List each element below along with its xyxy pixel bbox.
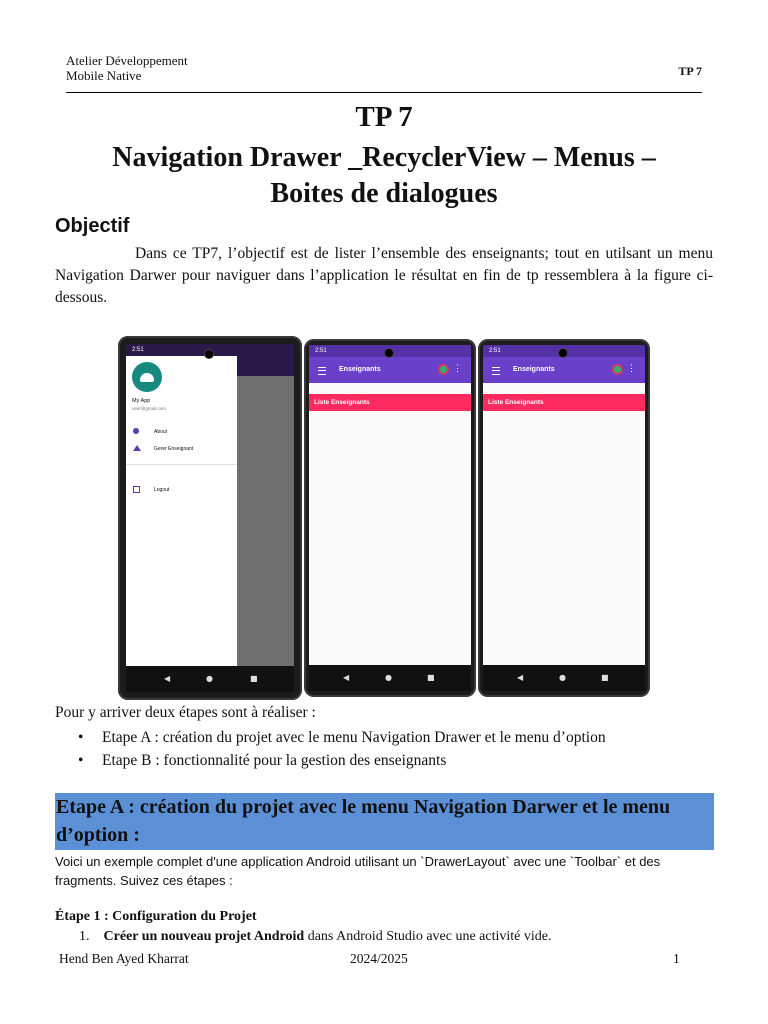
step-item-b: • Etape B : fonctionnalité pour la gestion des enseignants xyxy=(78,749,606,772)
page-title-line2: Navigation Drawer _RecyclerView – Menus – xyxy=(112,142,656,173)
logout-icon xyxy=(133,486,140,493)
avatar-icon[interactable] xyxy=(438,364,449,375)
toolbar xyxy=(483,357,645,383)
drawer-item-logout[interactable]: Logout xyxy=(154,487,170,493)
toolbar-title: Enseignants xyxy=(339,366,381,373)
nav-back-icon[interactable]: ◀ xyxy=(164,674,171,683)
objectif-paragraph xyxy=(55,243,713,309)
step1-item-bold: Créer un nouveau projet Android xyxy=(103,929,305,944)
system-nav-bar xyxy=(483,665,645,691)
nav-recent-icon[interactable]: ■ xyxy=(250,674,258,683)
course-name-line1: Atelier Développement xyxy=(66,53,188,68)
step1-item xyxy=(79,929,551,945)
phone-list-1 xyxy=(304,339,476,697)
app-logo-icon xyxy=(132,362,162,392)
status-bar: 2:51 xyxy=(483,345,645,357)
list-header: Liste Enseignants xyxy=(483,394,645,411)
section-heading-etape-a xyxy=(55,793,714,850)
hamburger-menu-icon[interactable] xyxy=(492,367,500,375)
objectif-heading: Objectif xyxy=(55,215,130,237)
page-title-line1: TP 7 xyxy=(355,101,413,133)
camera-icon xyxy=(559,349,567,357)
drawer-divider xyxy=(126,464,237,465)
avatar-icon[interactable] xyxy=(612,364,623,375)
nav-back-icon[interactable]: ◀ xyxy=(343,673,350,682)
course-name xyxy=(66,53,188,83)
camera-icon xyxy=(205,350,213,358)
step1-item-number: 1. xyxy=(79,929,90,944)
overflow-menu-icon[interactable]: ⋮ xyxy=(627,363,636,373)
home-icon xyxy=(133,445,141,451)
steps-lead: Pour y arriver deux étapes sont à réaliser : xyxy=(55,704,316,721)
page-title-line3: Boites de dialogues xyxy=(270,178,498,209)
step-item-a: • Etape A : création du projet avec le menu Navigation Drawer et le menu d’option xyxy=(78,726,606,749)
nav-recent-icon[interactable]: ■ xyxy=(601,673,609,682)
course-name-line2: Mobile Native xyxy=(66,68,142,83)
status-bar: 2:51 xyxy=(309,345,471,357)
step1-item-rest: dans Android Studio avec une activité vide. xyxy=(304,929,552,944)
hamburger-menu-icon[interactable] xyxy=(318,367,326,375)
steps-list xyxy=(78,726,606,772)
system-nav-bar xyxy=(309,665,471,691)
nav-home-icon[interactable]: ● xyxy=(385,673,392,682)
toolbar xyxy=(309,357,471,383)
nav-home-icon[interactable]: ● xyxy=(206,674,213,683)
phone-drawer-screen xyxy=(126,344,294,692)
camera-icon xyxy=(385,349,393,357)
footer-author: Hend Ben Ayed Kharrat xyxy=(59,951,189,966)
overflow-menu-icon[interactable]: ⋮ xyxy=(453,363,462,373)
phone-list-2-screen xyxy=(483,345,645,691)
system-nav-bar xyxy=(126,666,294,692)
footer-year: 2024/2025 xyxy=(350,951,408,966)
scrim-toolbar xyxy=(237,356,294,376)
drawer-app-name: My App xyxy=(132,398,151,404)
toolbar-title: Enseignants xyxy=(513,366,555,373)
header-divider xyxy=(66,92,702,93)
tp-label: TP 7 xyxy=(678,64,702,78)
info-icon xyxy=(133,428,139,434)
footer-page-number: 1 xyxy=(673,951,680,966)
status-bar: 2:51 xyxy=(126,344,294,356)
nav-recent-icon[interactable]: ■ xyxy=(427,673,435,682)
list-header: Liste Enseignants xyxy=(309,394,471,411)
nav-back-icon[interactable]: ◀ xyxy=(517,673,524,682)
step1-title: Étape 1 : Configuration du Projet xyxy=(55,909,257,924)
scrim-overlay xyxy=(237,376,294,666)
section-heading-text: Etape A : création du projet avec le menu Navigation Darwer et le menu d’option : xyxy=(56,796,671,846)
drawer-item-about[interactable]: About xyxy=(154,429,168,435)
phone-drawer xyxy=(118,336,302,700)
nav-home-icon[interactable]: ● xyxy=(559,673,566,682)
phone-list-1-screen xyxy=(309,345,471,691)
drawer-email: user@gmail.com xyxy=(132,406,166,411)
objectif-text: Dans ce TP7, l’objectif est de lister l’ensemble des enseignants; tout en utilsant un menu Navigation Darwer pour naviguer dans l’application le résultat en fin de tp ressemblera à la figure ci-dessous. xyxy=(55,245,713,306)
phone-list-2 xyxy=(478,339,650,697)
navigation-drawer xyxy=(126,356,237,666)
etape-a-intro: Voici un exemple complet d'une application Android utilisant un `DrawerLayout` avec une `Toolbar` et des fragments. Suivez ces étapes : xyxy=(55,854,661,888)
drawer-item-gerer-enseignant[interactable]: Gerer Enseignant xyxy=(154,446,194,452)
